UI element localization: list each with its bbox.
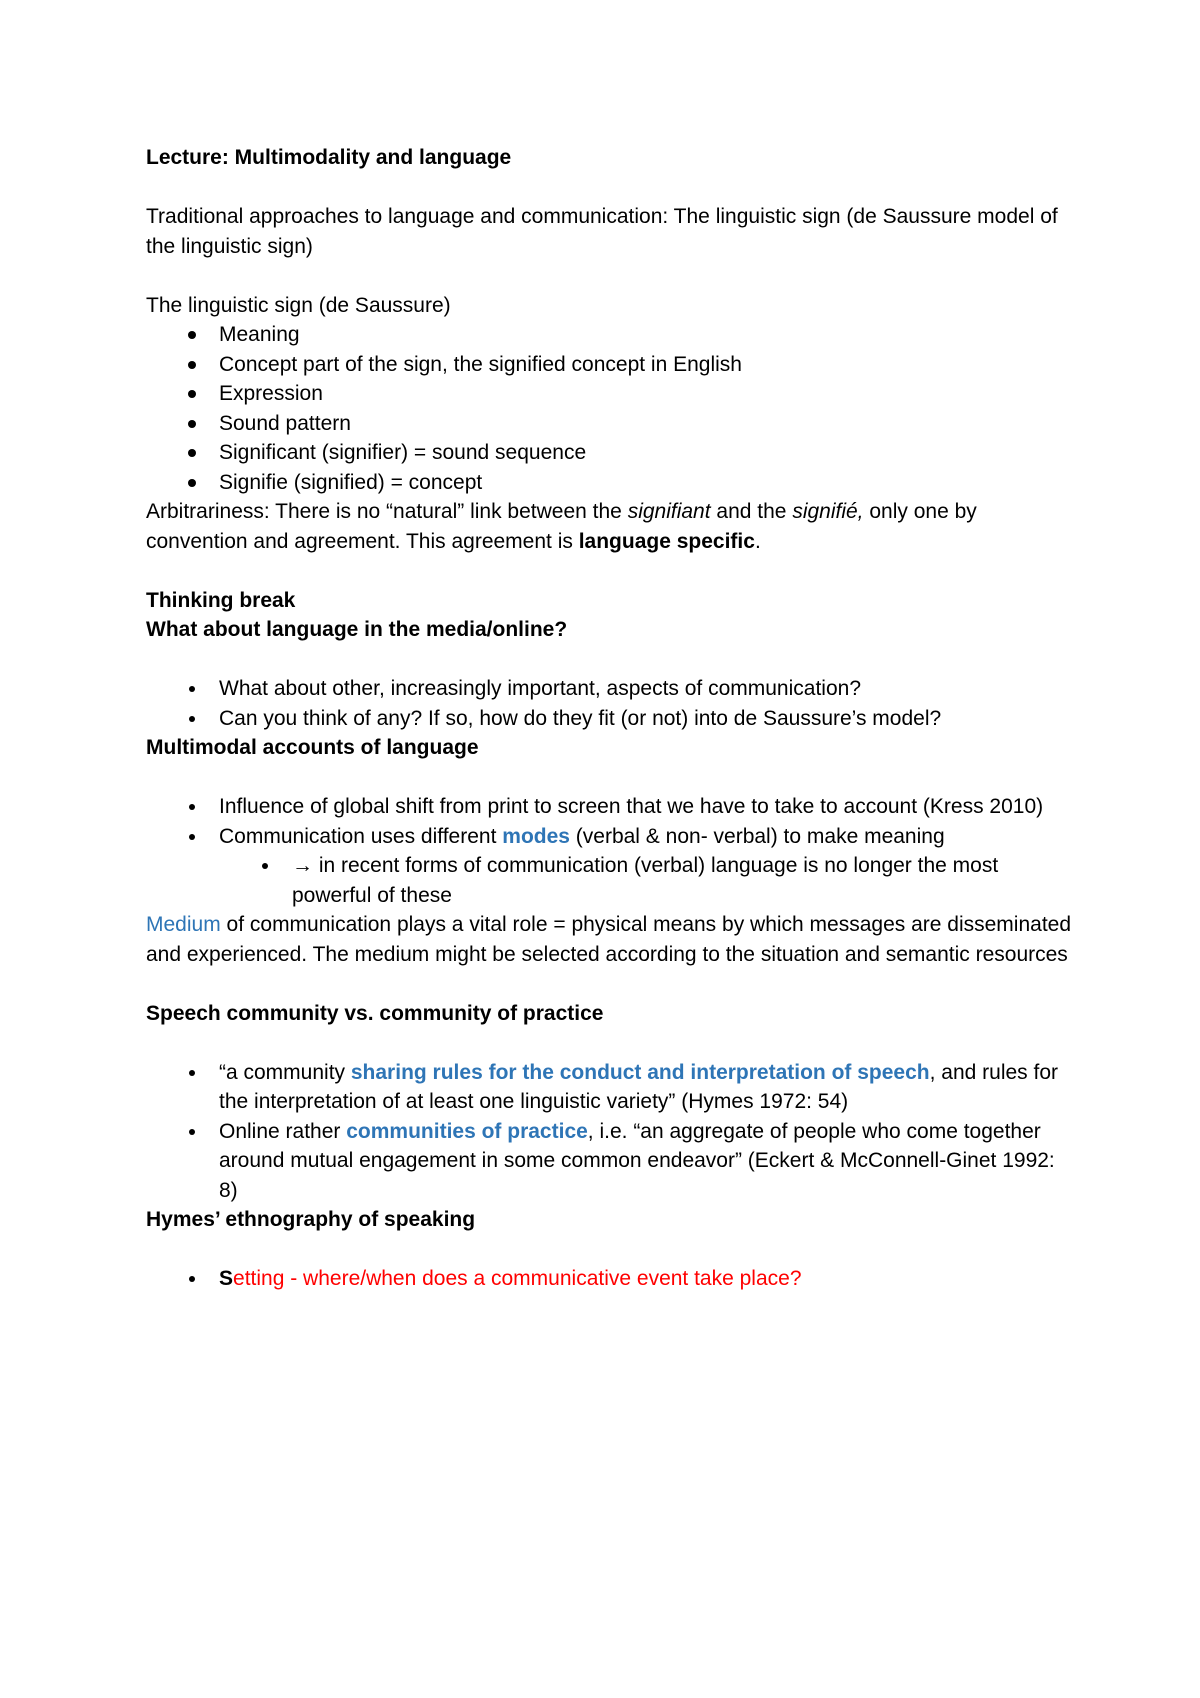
thinking-break-list	[146, 674, 1076, 733]
multimodal-list-2	[146, 822, 1076, 852]
practice-highlight: communities of practice	[346, 1119, 588, 1143]
practice-text: , i.e. “an aggregate of people who come together around mutual engagement in some common endeavor” (Eckert & McConnell-Ginet 1992: 8)	[219, 1119, 1055, 1202]
list-item: → in recent forms of communication (verbal) language is no longer the most powerful of these	[146, 851, 1076, 910]
setting-text: etting - where/when does a communicative event take place?	[233, 1267, 802, 1290]
arbitrariness-paragraph	[146, 497, 1076, 556]
speech-community-heading: Speech community vs. community of practice	[146, 1001, 604, 1025]
medium-paragraph	[146, 910, 1076, 969]
arbitrariness-text: Arbitrariness: There is no “natural” link between the	[146, 500, 628, 523]
modes-term: modes	[502, 824, 570, 848]
list-item: Sound pattern	[146, 409, 1076, 439]
thinking-break-question: What about language in the media/online?	[146, 618, 568, 641]
list-item	[146, 822, 1076, 852]
arbitrariness-text: and the	[710, 500, 793, 523]
list-item: Influence of global shift from print to screen that we have to take to account (Kress 2010)	[146, 792, 1076, 822]
list-item: What about other, increasingly important, aspects of communication?	[146, 674, 1076, 704]
thinking-break-heading: Thinking break	[146, 588, 296, 612]
speech-community-list	[146, 1058, 1076, 1206]
multimodal-heading: Multimodal accounts of language	[146, 736, 479, 759]
list-item: Concept part of the sign, the signified concept in English	[146, 350, 1076, 380]
linguistic-sign-list	[146, 320, 1076, 497]
traditional-approaches-paragraph: Traditional approaches to language and communication: The linguistic sign (de Saussure model of the linguistic sign)	[146, 205, 1058, 258]
signifie-term: signifié,	[792, 500, 864, 523]
list-item: Signifie (signified) = concept	[146, 468, 1076, 498]
list-item	[146, 1264, 1076, 1294]
hymes-list	[146, 1264, 1076, 1294]
language-specific-term: language specific	[578, 529, 755, 553]
list-item: Significant (signifier) = sound sequence	[146, 438, 1076, 468]
list-item: Meaning	[146, 320, 1076, 350]
arbitrariness-text: only one by convention and agreement. This agreement is	[146, 500, 977, 553]
speech-highlight: sharing rules for the conduct and interpretation of speech	[350, 1060, 930, 1084]
medium-text: of communication plays a vital role = physical means by which messages are disseminated and experienced. The medium might be selected according to the situation and semantic resources	[146, 913, 1072, 966]
modes-text: Communication uses different	[219, 824, 503, 848]
speech-text: , and rules for the interpretation of at least one linguistic variety” (Hymes 1972: 54)	[219, 1060, 1059, 1113]
speech-text: “a community	[219, 1060, 351, 1084]
list-item	[146, 1058, 1076, 1117]
list-item	[146, 1117, 1076, 1206]
page-title: Lecture: Multimodality and language	[146, 146, 512, 169]
document-content	[146, 143, 1076, 1294]
medium-term: Medium	[146, 913, 221, 936]
signifiant-term: signifiant	[627, 500, 711, 523]
arbitrariness-text: .	[754, 529, 761, 553]
setting-initial: S	[219, 1267, 234, 1290]
list-item: Expression	[146, 379, 1076, 409]
list-item: Can you think of any? If so, how do they fit (or not) into de Saussure’s model?	[146, 704, 1076, 734]
multimodal-sublist	[146, 851, 1076, 910]
multimodal-list	[146, 792, 1076, 822]
modes-text: (verbal & non- verbal) to make meaning	[569, 824, 945, 848]
hymes-heading: Hymes’ ethnography of speaking	[146, 1208, 476, 1231]
linguistic-sign-heading: The linguistic sign (de Saussure)	[146, 293, 451, 317]
practice-text: Online rather	[219, 1119, 347, 1143]
